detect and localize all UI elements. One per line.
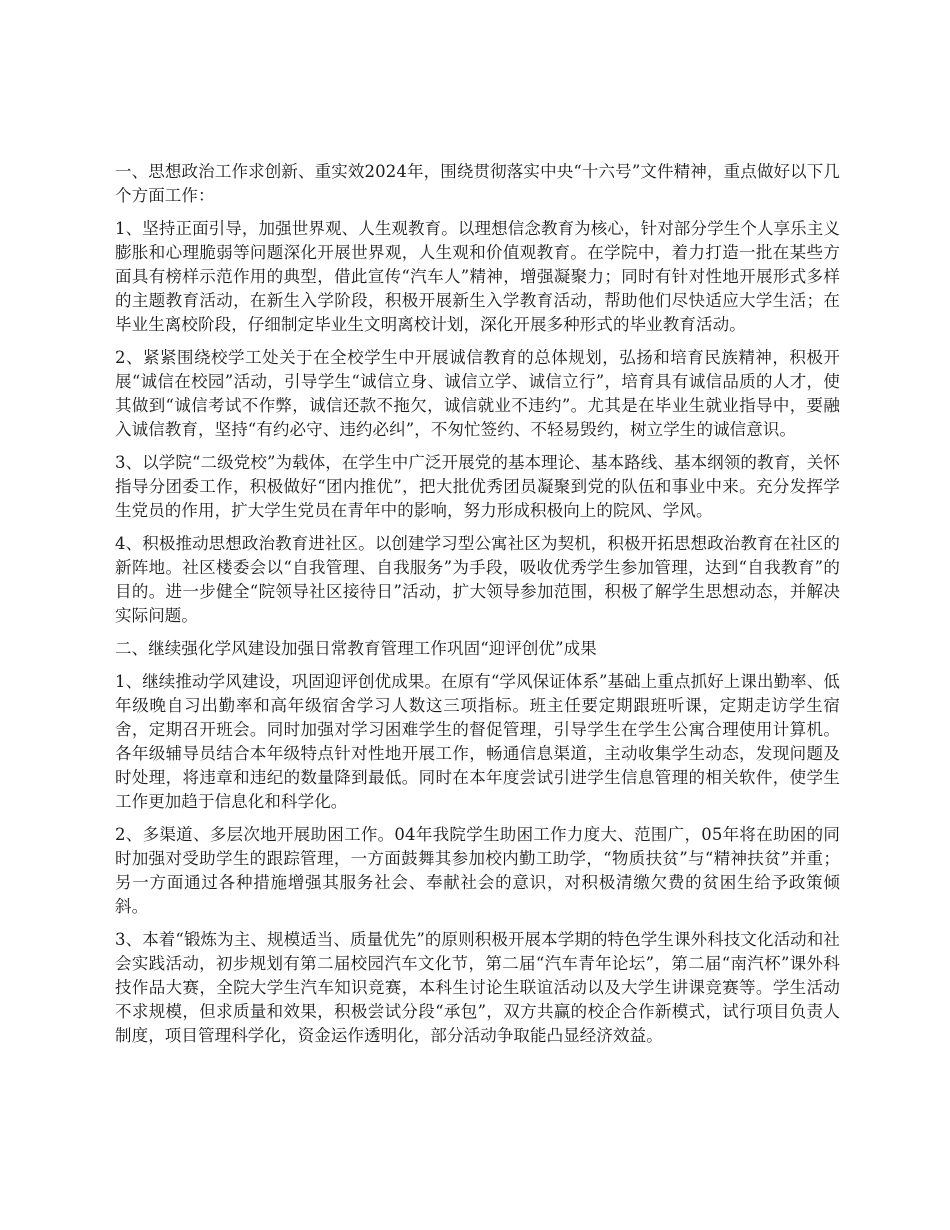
paragraph-1-3: 3、以学院“二级党校”为载体，在学生中广泛开展党的基本理论、基本路线、基本纲领的教育，关怀指导分团委工作，积极做好“团内推优”，把大批优秀团员凝聚到党的队伍和事业中来。充分发挥学生党员的作用，扩大学生党员在青年中的影响，努力形成积极向上的院风、学风。 <box>115 453 840 520</box>
paragraph-1-4: 4、积极推动思想政治教育进社区。以创建学习型公寓社区为契机，积极开拓思想政治教育在社区的新阵地。社区楼委会以“自我管理、自我服务”为手段，吸收优秀学生参加管理，达到“自我教育”的目的。进一步健全“院领导社区接待日”活动，扩大领导参加范围，积极了解学生思想动态，并解决实际问题。 <box>115 534 840 625</box>
document-body <box>115 160 840 1057</box>
paragraph-2-3: 3、本着“锻炼为主、规模适当、质量优先”的原则积极开展本学期的特色学生课外科技文化活动和社会实践活动，初步规划有第二届校园汽车文化节，第二届“汽车青年论坛”，第二届“南汽杯”课外科技作品大赛，全院大学生汽车知识竞赛，本科生讨论生联谊活动以及大学生讲课竞赛等。学生活动不求规模，但求质量和效果，积极尝试分段“承包”，双方共赢的校企合作新模式，试行项目负责人制度，项目管理科学化，资金运作透明化，部分活动争取能凸显经济效益。 <box>115 930 840 1045</box>
paragraph-2-2: 2、多渠道、多层次地开展助困工作。04年我院学生助困工作力度大、范围广，05年将在助困的同时加强对受助学生的跟踪管理，一方面鼓舞其参加校内勤工助学，“物质扶贫”与“精神扶贫”并重；另一方面通过各种措施增强其服务社会、奉献社会的意识，对积极清缴欠费的贫困生给予政策倾斜。 <box>115 825 840 916</box>
paragraph-2-1: 1、继续推动学风建设，巩固迎评创优成果。在原有“学风保证体系”基础上重点抓好上课出勤率、低年级晚自习出勤率和高年级宿舍学习人数这三项指标。班主任要定期跟班听课，定期走访学生宿舍，定期召开班会。同时加强对学习困难学生的督促管理，引导学生在学生公寓合理使用计算机。各年级辅导员结合本年级特点针对性地开展工作，畅通信息渠道，主动收集学生动态，发现问题及时处理，将违章和违纪的数量降到最低。同时在本年度尝试引进学生信息管理的相关软件，使学生工作更加趋于信息化和科学化。 <box>115 672 840 811</box>
section-heading-1: 一、思想政治工作求创新、重实效2024年，围绕贯彻落实中央“十六号”文件精神，重点做好以下几个方面工作： <box>115 162 840 205</box>
paragraph-1-2: 2、紧紧围绕校学工处关于在全校学生中开展诚信教育的总体规划，弘扬和培育民族精神，积极开展“诚信在校园”活动，引导学生“诚信立身、诚信立学、诚信立行”，培育具有诚信品质的人才，使其做到“诚信考试不作弊，诚信还款不拖欠，诚信就业不违约”。尤其是在毕业生就业指导中，要融入诚信教育，坚持“有约必守、违约必纠”，不匆忙签约、不轻易毁约，树立学生的诚信意识。 <box>115 348 840 439</box>
paragraph-1-1: 1、坚持正面引导，加强世界观、人生观教育。以理想信念教育为核心，针对部分学生个人享乐主义膨胀和心理脆弱等问题深化开展世界观，人生观和价值观教育。在学院中，着力打造一批在某些方面具有榜样示范作用的典型，借此宣传“汽车人”精神，增强凝聚力；同时有针对性地开展形式多样的主题教育活动，在新生入学阶段，积极开展新生入学教育活动，帮助他们尽快适应大学生活；在毕业生离校阶段，仔细制定毕业生文明离校计划，深化开展多种形式的毕业教育活动。 <box>115 219 840 334</box>
section-heading-2: 二、继续强化学风建设加强日常教育管理工作巩固“迎评创优”成果 <box>115 639 597 658</box>
